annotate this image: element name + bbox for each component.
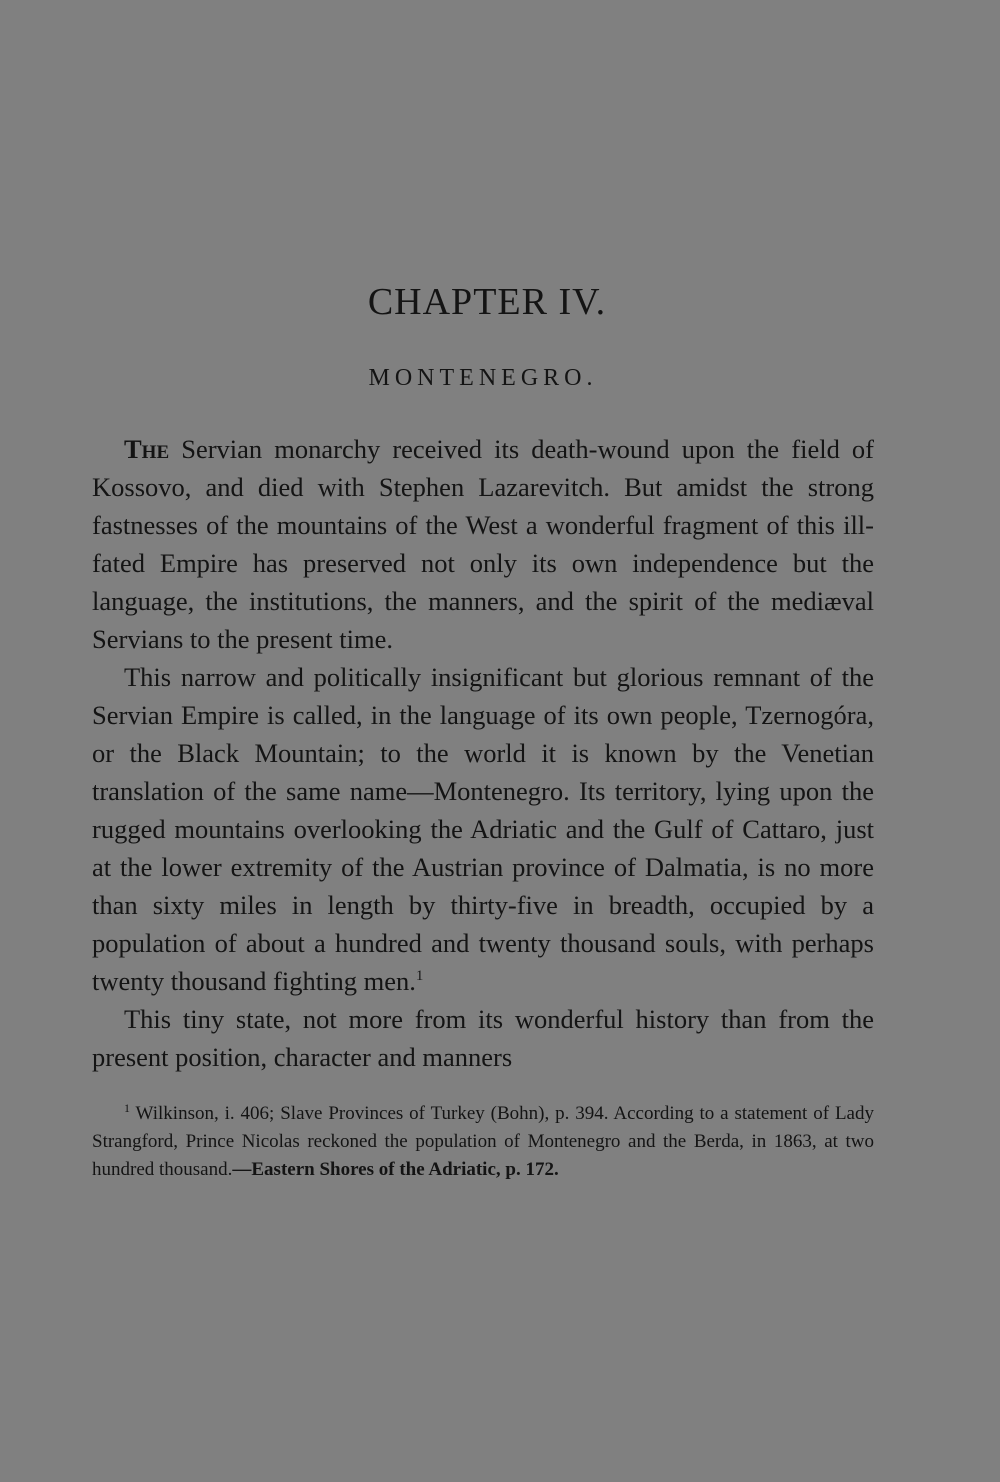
footnote-text: Wilkinson, i. 406; Slave Provinces of Turkey (Bohn), p. 394. According to a statement of Lady Strangford, Prince Nicolas reckoned the population of Montenegro and the Berda, in 1863, at two hundred thousand. [92,1103,874,1181]
chapter-subtitle: MONTENEGRO. [368,364,598,391]
paragraph-2 [92,658,874,1000]
chapter-body [92,430,874,1076]
footnote-marker: 1 [124,1101,130,1116]
paragraph-3-text: This tiny state, not more from its wonderful history than from the present position, character and manners [92,1004,874,1073]
footnote-citation: —Eastern Shores of the Adriatic, p. 172. [232,1159,559,1181]
paragraph-1-text: Servian monarchy received its death-wound upon the field of Kossovo, and died with Stephen Lazarevitch. But amidst the strong fastnesses of the mountains of the West a wonderful fragment of this ill-fated Empire has preserved not only its own independence but the language, the institutions, the manners, and the spirit of the mediæval Servians to the present time. [92,434,874,655]
footnote [92,1100,874,1184]
paragraph-2-text: This narrow and politically insignificant but glorious remnant of the Servian Empire is called, in the language of its own people, Tzernogóra, or the Black Mountain; to the world it is known by the Venetian translation of the same name—Montenegro. Its territory, lying upon the rugged mountains overlooking the Adriatic and the Gulf of Cattaro, just at the lower extremity of the Austrian province of Dalmatia, is no more than sixty miles in length by thirty-five in breadth, occupied by a population of about a hundred and twenty thousand souls, with perhaps twenty thousand fighting men. [92,662,874,997]
chapter-title: CHAPTER IV. [367,281,607,323]
paragraph-1 [92,430,874,658]
footnote-reference[interactable]: 1 [415,968,424,985]
paragraph-lead-word: The [124,434,170,465]
paragraph-3 [92,1000,874,1076]
book-page [92,280,874,1203]
